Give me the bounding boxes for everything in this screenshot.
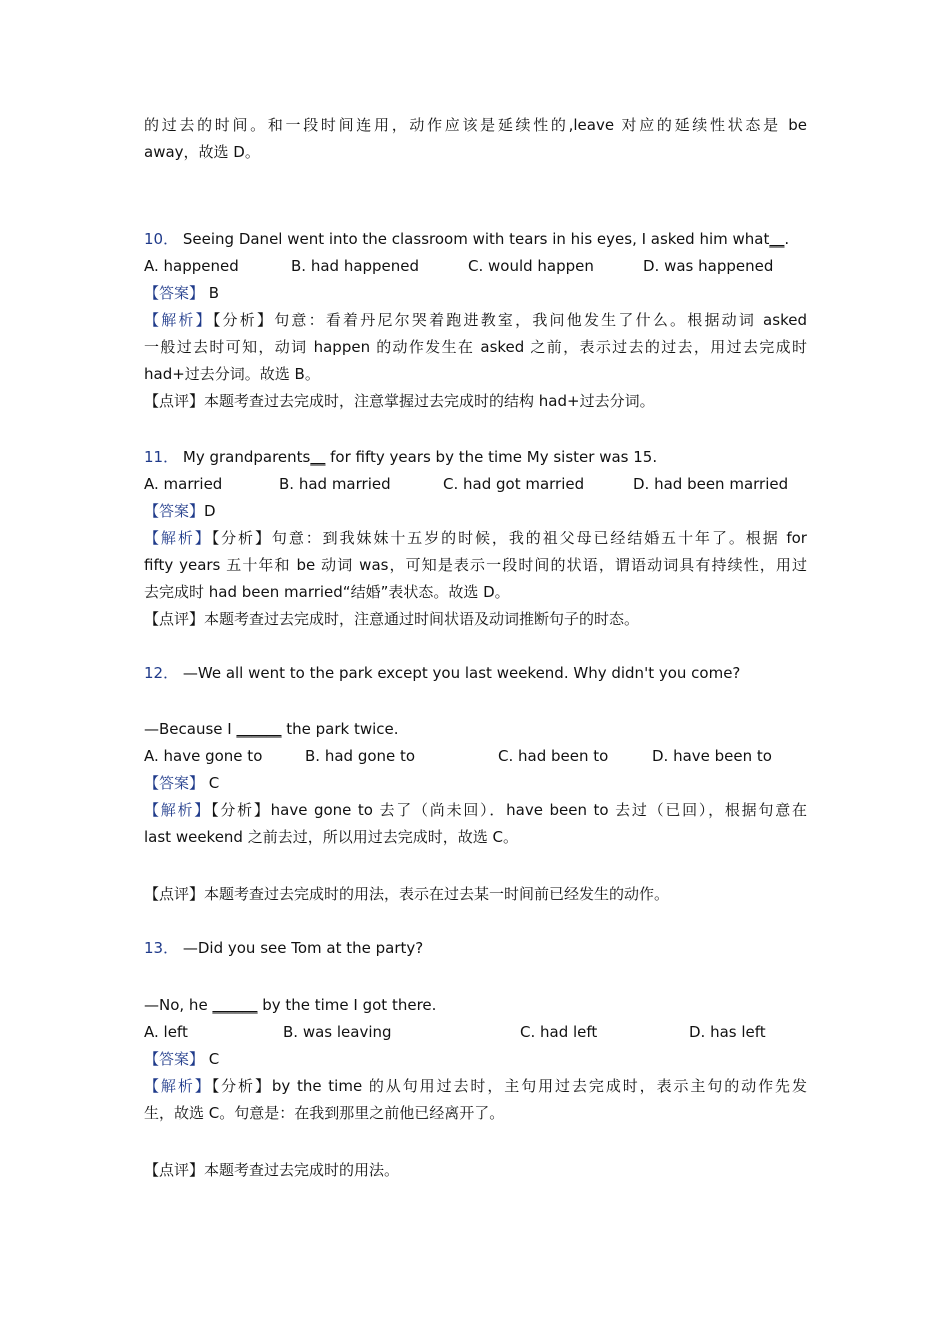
- analysis-text: 句意：看着丹尼尔哭着跑进教室，我问他发生了什么。根据动词 asked: [274, 311, 807, 329]
- option-b: B. had gone to: [305, 747, 416, 765]
- comment-label: 【点评】: [144, 610, 205, 628]
- answer-label: 【答案】: [144, 284, 205, 302]
- analysis-text: by the time 的从句用过去时，主句用过去完成时，表示主句的动作先发: [271, 1077, 807, 1095]
- option-b: B. had happened: [291, 257, 420, 275]
- comment-label: 【点评】: [144, 392, 205, 410]
- option-c: C. would happen: [468, 257, 594, 275]
- intro-line: away，故选 D。: [144, 143, 260, 161]
- question-13-reply: [144, 992, 807, 1019]
- answer-value: D: [204, 502, 216, 520]
- option-b: B. had married: [279, 475, 391, 493]
- option-c: C. had left: [520, 1023, 598, 1041]
- question-13-stem: [144, 935, 807, 962]
- reply-text-end: by the time I got there.: [257, 996, 437, 1014]
- question-blank: ______: [212, 996, 258, 1014]
- question-12-stem: [144, 660, 807, 687]
- intro-line: 的过去的时间。和一段时间连用，动作应该是延续性的,leave 对应的延续性状态是 be: [144, 116, 807, 134]
- question-10-comment: [144, 388, 807, 415]
- option-c: C. had got married: [443, 475, 585, 493]
- question-number: 11．: [144, 448, 179, 466]
- answer-value: B: [208, 284, 220, 302]
- comment-text: 本题考查过去完成时，注意掌握过去完成时的结构 had+过去分词。: [204, 392, 655, 410]
- option-a: A. married: [144, 475, 223, 493]
- question-12-analysis: [144, 797, 807, 824]
- option-a: A. have gone to: [144, 747, 263, 765]
- question-12-comment: [144, 881, 807, 908]
- comment-text: 本题考查过去完成时的用法。: [204, 1161, 400, 1179]
- question-number: 12．: [144, 664, 179, 682]
- comment-text: 本题考查过去完成时，注意通过时间状语及动词推断句子的时态。: [204, 610, 640, 628]
- option-a: A. left: [144, 1023, 188, 1041]
- analysis-sub-label: 【分析】: [212, 311, 275, 329]
- question-10-stem: [144, 226, 807, 253]
- analysis-text: last weekend 之前去过，所以用过去完成时，故选 C。: [144, 828, 518, 846]
- question-number: 13．: [144, 939, 179, 957]
- option-d: D. has left: [689, 1023, 766, 1041]
- answer-label: 【答案】: [144, 1050, 205, 1068]
- answer-label: 【答案】: [144, 502, 205, 520]
- question-11-answer: [144, 498, 807, 525]
- question-11-analysis: [144, 525, 807, 552]
- analysis-sub-label: 【分析】: [211, 1077, 272, 1095]
- question-13-comment: [144, 1157, 807, 1184]
- comment-label: 【点评】: [144, 885, 205, 903]
- question-text-end: .: [784, 230, 790, 248]
- option-d: D. was happened: [643, 257, 774, 275]
- question-11-comment: [144, 606, 807, 633]
- question-blank: ______: [236, 720, 282, 738]
- analysis-sub-label: 【分析】: [211, 801, 271, 819]
- question-13-analysis: [144, 1073, 807, 1100]
- option-d: D. have been to: [652, 747, 772, 765]
- answer-value: C: [208, 774, 220, 792]
- question-number: 10．: [144, 230, 179, 248]
- answer-value: C: [208, 1050, 220, 1068]
- analysis-text: 生，故选 C。句意是：在我到那里之前他已经离开了。: [144, 1104, 505, 1122]
- question-text: —We all went to the park except you last weekend. Why didn't you come?: [182, 664, 741, 682]
- analysis-text: 一般过去时可知，动词 happen 的动作发生在 asked 之前，表示过去的过去，用过去完成时: [144, 338, 807, 356]
- analysis-text: 句意：到我妹妹十五岁的时候，我的祖父母已经结婚五十年了。根据 for: [271, 529, 807, 547]
- answer-label: 【答案】: [144, 774, 205, 792]
- question-10-answer: [144, 280, 807, 307]
- question-12-reply: [144, 716, 807, 743]
- question-blank: __: [769, 230, 785, 248]
- analysis-label: 【解析】: [144, 311, 213, 329]
- analysis-text: have gone to 去了（尚未回）．have been to 去过（已回），根据句意在: [270, 801, 807, 819]
- question-text-end: for fifty years by the time My sister was 15.: [325, 448, 658, 466]
- question-13-answer: [144, 1046, 807, 1073]
- option-a: A. happened: [144, 257, 239, 275]
- analysis-label: 【解析】: [144, 801, 212, 819]
- reply-text: —No, he: [144, 996, 213, 1014]
- analysis-label: 【解析】: [144, 529, 212, 547]
- question-text: Seeing Danel went into the classroom with tears in his eyes, I asked him what: [182, 230, 770, 248]
- comment-text: 本题考查过去完成时的用法，表示在过去某一时间前已经发生的动作。: [204, 885, 670, 903]
- option-b: B. was leaving: [283, 1023, 392, 1041]
- option-c: C. had been to: [498, 747, 609, 765]
- analysis-text: 去完成时 had been married“结婚”表状态。故选 D。: [144, 583, 510, 601]
- analysis-text: fifty years 五十年和 be 动词 was，可知是表示一段时间的状语，谓语动词具有持续性，用过: [144, 556, 807, 574]
- reply-text-end: the park twice.: [281, 720, 399, 738]
- question-12-answer: [144, 770, 807, 797]
- reply-text: —Because I: [144, 720, 237, 738]
- question-text: My grandparents: [182, 448, 311, 466]
- option-d: D. had been married: [633, 475, 789, 493]
- comment-label: 【点评】: [144, 1161, 205, 1179]
- question-text: —Did you see Tom at the party?: [182, 939, 424, 957]
- question-11-stem: [144, 444, 807, 471]
- analysis-sub-label: 【分析】: [211, 529, 272, 547]
- analysis-label: 【解析】: [144, 1077, 212, 1095]
- question-blank: __: [310, 448, 326, 466]
- analysis-text: had+过去分词。故选 B。: [144, 365, 320, 383]
- question-10-analysis: [144, 307, 807, 334]
